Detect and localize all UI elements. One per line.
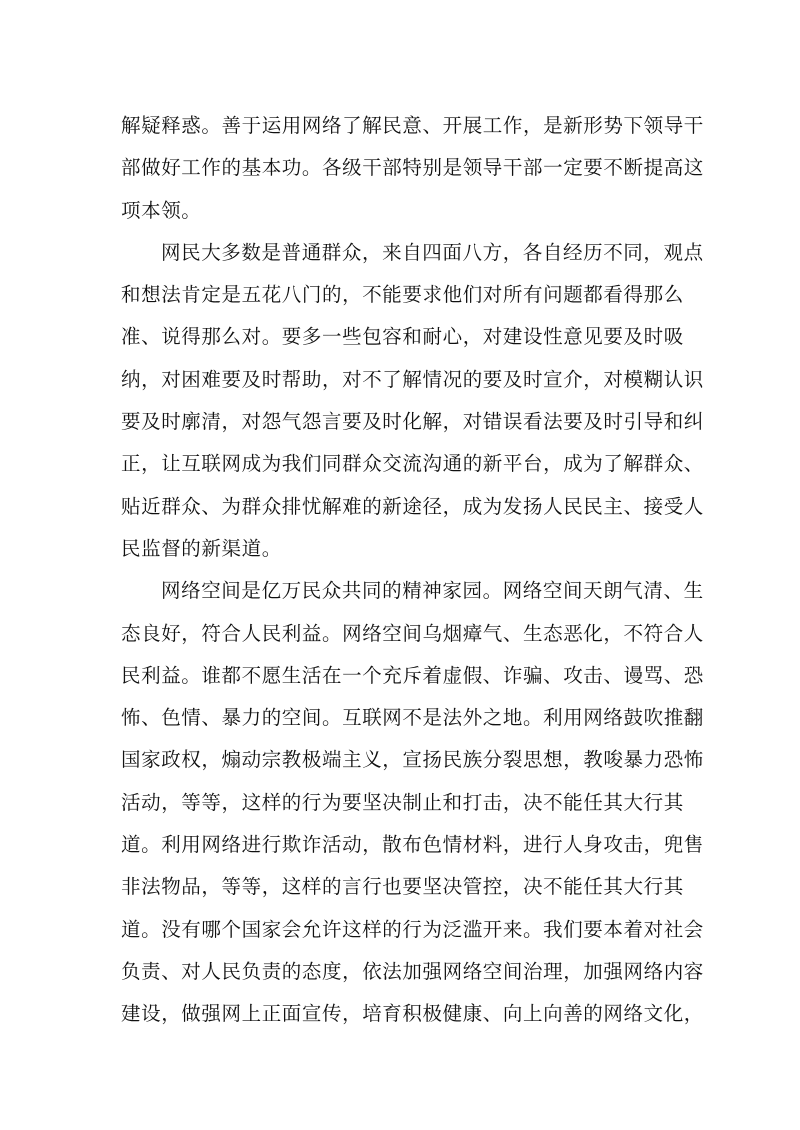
text-line: 怖、色情、暴力的空间。互联网不是法外之地。利用网络鼓吹推翻: [121, 706, 704, 730]
text-line: 项本领。: [121, 198, 202, 222]
text-line: 解疑释惑。善于运用网络了解民意、开展工作，是新形势下领导干: [121, 114, 704, 137]
text-line: 要及时廓清，对怨气怨言要及时化解，对错误看法要及时引导和纠: [121, 410, 704, 434]
text-line: 准、说得那么对。要多一些包容和耐心，对建设性意见要及时吸: [121, 325, 684, 349]
text-line: 网民大多数是普通群众，来自四面八方，各自经历不同，观点: [161, 240, 704, 264]
text-line: 贴近群众、为群众排忧解难的新途径，成为发扬人民民主、接受人: [121, 494, 704, 518]
text-line: 和想法肯定是五花八门的，不能要求他们对所有问题都看得那么: [121, 283, 684, 307]
paragraph-3: [121, 570, 704, 1035]
text-line: 负责、对人民负责的态度，依法加强网络空间治理，加强网络内容: [121, 959, 704, 983]
text-line: 建设，做强网上正面宣传，培育积极健康、向上向善的网络文化，: [121, 1002, 704, 1026]
text-line: 国家政权，煽动宗教极端主义，宣扬民族分裂思想，教唆暴力恐怖: [121, 748, 704, 772]
text-line: 态良好，符合人民利益。网络空间乌烟瘴气、生态恶化，不符合人: [121, 621, 704, 645]
text-line: 非法物品，等等，这样的言行也要坚决管控，决不能任其大行其: [121, 875, 684, 899]
text-line: 部做好工作的基本功。各级干部特别是领导干部一定要不断提高这: [121, 156, 704, 180]
text-line: 正，让互联网成为我们同群众交流沟通的新平台，成为了解群众、: [121, 452, 704, 476]
text-line: 道。利用网络进行欺诈活动，散布色情材料，进行人身攻击，兜售: [121, 833, 704, 857]
text-line: 民利益。谁都不愿生活在一个充斥着虚假、诈骗、攻击、谩骂、恐: [121, 663, 704, 687]
text-line: 活动，等等，这样的行为要坚决制止和打击，决不能任其大行其: [121, 790, 684, 814]
paragraph-1: [121, 105, 704, 232]
text-line: 民监督的新渠道。: [121, 536, 282, 560]
text-line: 道。没有哪个国家会允许这样的行为泛滥开来。我们要本着对社会: [121, 917, 704, 941]
text-line: 网络空间是亿万民众共同的精神家园。网络空间天朗气清、生: [161, 579, 704, 603]
text-line: 纳，对困难要及时帮助，对不了解情况的要及时宣介，对模糊认识: [121, 367, 704, 391]
document-body: [121, 105, 704, 1036]
paragraph-2: [121, 232, 704, 570]
